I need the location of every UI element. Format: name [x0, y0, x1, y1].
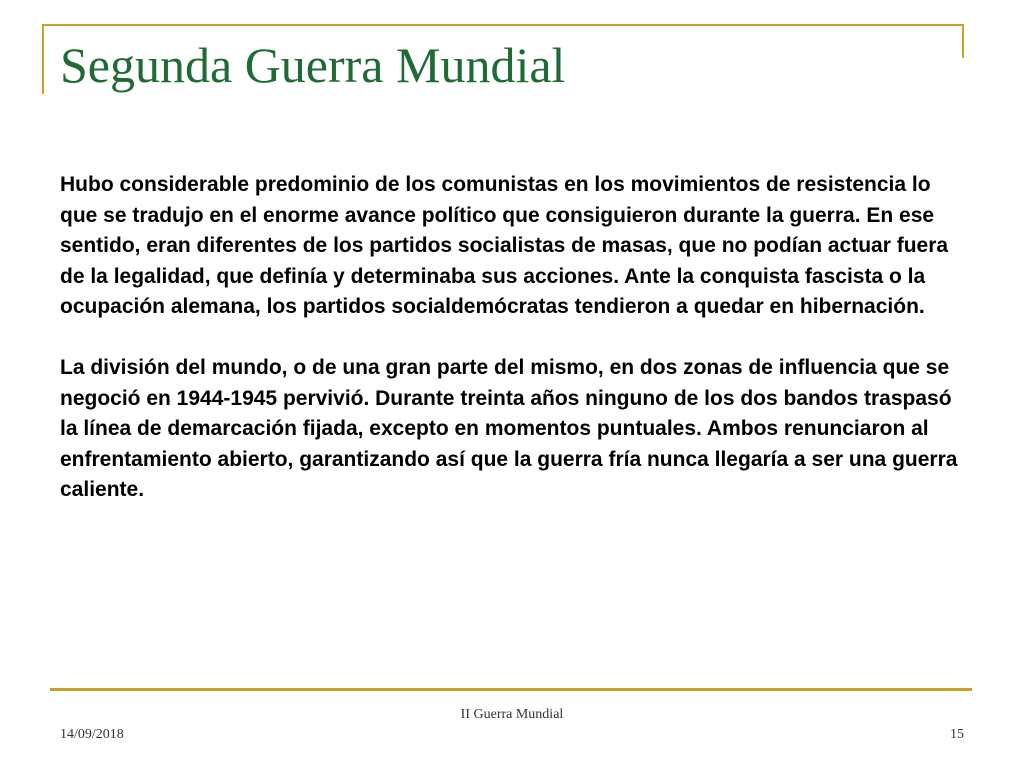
- body-paragraph-1: Hubo considerable predominio de los comunistas en los movimientos de resistencia lo que se tradujo en el enorme avance político que consiguieron durante la guerra. En ese sentido, eran diferentes de los partidos socialistas de masas, que no podían actuar fuera de la legalidad, que definía y determinaba sus acciones. Ante la conquista fascista o la ocupación alemana, los partidos socialdemócratas tendieron a quedar en hibernación.: [60, 173, 949, 318]
- page-number: 15: [950, 727, 964, 742]
- body-paragraph-2: La división del mundo, o de una gran parte del mismo, en dos zonas de influencia que se negoció en 1944-1945 pervivió. Durante treinta años ninguno de los dos bandos traspasó la línea de demarcación fijada, excepto en momentos puntuales. Ambos renunciaron al enfrentamiento abierto, garantizando así que la guerra fría nunca llegaría a ser una guerra caliente.: [60, 356, 958, 501]
- slide-body: [60, 170, 960, 506]
- footer-rule: [50, 688, 972, 691]
- footer-title: II Guerra Mundial: [460, 707, 564, 722]
- slide-title: Segunda Guerra Mundial: [60, 37, 566, 93]
- frame-right-rule: [962, 24, 964, 58]
- frame-left-rule: [42, 24, 44, 94]
- frame-top-rule: [42, 24, 964, 26]
- footer-date: 14/09/2018: [60, 727, 124, 742]
